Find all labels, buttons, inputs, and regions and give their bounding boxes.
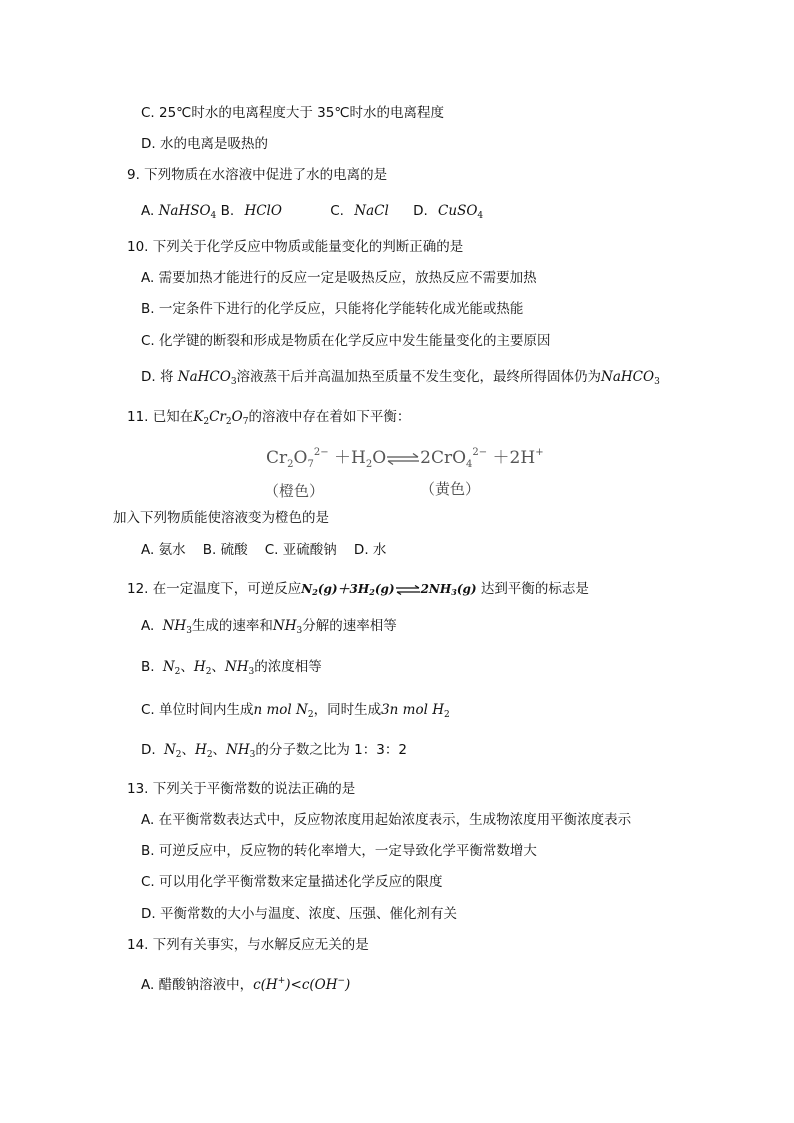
q11-stem-prefix: 11. 已知在: [127, 409, 194, 425]
q12-option-c-amount-h2: 3n mol $H_2$: [381, 702, 450, 720]
q13-option-c: C. 可以用化学平衡常数来定量描述化学反应的限度: [141, 874, 443, 890]
q12-option-d: D. $N_2$、$H_2$、$NH_3$的分子数之比为 1：3：2: [141, 742, 407, 760]
q13-stem: 13. 下列关于平衡常数的说法正确的是: [127, 781, 356, 797]
q11-label-yellow: （黄色）: [420, 480, 481, 498]
equilibrium-arrow-icon: [386, 453, 420, 465]
q9-option-c-formula: NaCl: [354, 203, 389, 219]
q9-options: [141, 201, 483, 226]
q11-options: A. 氨水 B. 硫酸 C. 亚硫酸钠 D. 水: [141, 542, 387, 558]
q12-stem: [127, 579, 589, 602]
q12-option-a: [141, 616, 397, 641]
q12-option-a-suffix: 分解的速率相等: [302, 618, 397, 634]
q12-formula-nh3: $NH_3$: [162, 618, 192, 636]
q10-stem: 10. 下列关于化学反应中物质或能量变化的判断正确的是: [127, 239, 464, 255]
reversible-arrow-icon: [395, 585, 421, 595]
q10-option-c: C. 化学键的断裂和形成是物质在化学反应中发生能量变化的主要原因: [141, 333, 551, 349]
q12-option-a-label: A.: [141, 618, 155, 634]
q12-stem-suffix: 达到平衡的标志是: [480, 581, 589, 597]
q12-option-b-suffix: 的浓度相等: [254, 659, 322, 675]
q12-option-d-suffix: 的分子数之比为 1：3：2: [255, 742, 407, 758]
q12-option-c-prefix: C. 单位时间内生成: [141, 702, 254, 718]
q9-option-b-label: B.: [220, 203, 235, 219]
q10-formula-nahco3: NaHCO$_3$: [177, 369, 237, 387]
q12-formula-nh3-2: $NH_3$: [272, 618, 303, 636]
q8-option-d: D. 水的电离是吸热的: [141, 136, 268, 152]
q9-option-a-formula: NaHSO$_4$: [158, 203, 217, 221]
q12-option-b-label: B.: [141, 659, 155, 675]
q13-option-a: A. 在平衡常数表达式中，反应物浓度用起始浓度表示，生成物浓度用平衡浓度表示: [141, 812, 632, 828]
q13-option-d: D. 平衡常数的大小与温度、浓度、压强、催化剂有关: [141, 906, 457, 922]
q12-stem-prefix: 12. 在一定温度下，可逆反应: [127, 581, 302, 597]
q10-option-a: A. 需要加热才能进行的反应一定是吸热反应，放热反应不需要加热: [141, 270, 537, 286]
q9-option-d-formula: CuSO$_4$: [438, 203, 484, 221]
q9-option-d-label: D.: [413, 203, 428, 219]
q12-option-d-label: D.: [141, 742, 156, 758]
q10-option-b: B. 一定条件下进行的化学反应，只能将化学能转化成光能或热能: [141, 301, 524, 317]
q12-option-b-formulas: $N_2$: [162, 659, 181, 677]
q10-option-d-text: 溶液蒸干后并高温加热至质量不发生变化，最终所得固体仍为: [236, 369, 602, 385]
q14-concentration-inequality: c(H+)<c(OH−): [253, 976, 351, 993]
q11-follow-up: 加入下列物质能使溶液变为橙色的是: [113, 510, 329, 526]
q12-option-d-formulas: $N_2$: [163, 742, 182, 760]
q10-option-d-prefix: D. 将: [141, 369, 174, 385]
q14-stem: 14. 下列有关事实，与水解反应无关的是: [127, 937, 369, 953]
q11-label-orange: （橙色）: [264, 482, 325, 500]
q9-option-b-formula: HClO: [244, 203, 282, 219]
q12-option-c-mid: ，同时生成: [313, 702, 382, 718]
q12-option-c-amount-n2: n mol $N_2$: [253, 702, 314, 720]
q11-equilibrium-equation: $Cr_2O_7^{2-} +H_2O$ 2CrO$_4^{2-}$ ＋2H+: [266, 447, 544, 470]
q12-option-b: B. $N_2$、$H_2$、$NH_3$的浓度相等: [141, 659, 322, 677]
q11-stem-suffix: 的溶液中存在着如下平衡：: [248, 409, 411, 425]
q9-stem: 9. 下列物质在水溶液中促进了水的电离的是: [127, 167, 388, 183]
q9-option-c-label: C.: [330, 203, 344, 219]
q12-option-c: [141, 700, 450, 725]
q14-option-a: [141, 971, 350, 995]
q11-stem: [127, 407, 410, 432]
q12-option-a-mid: 生成的速率和: [191, 618, 273, 634]
q8-option-c: C. 25℃时水的电离程度大于 35℃时水的电离程度: [141, 105, 444, 121]
q13-option-b: B. 可逆反应中，反应物的转化率增大，一定导致化学平衡常数增大: [141, 843, 537, 859]
q11-formula-k2cr2o7: $K_2Cr_2O_7$: [193, 409, 249, 427]
q14-option-a-prefix: A. 醋酸钠溶液中，: [141, 977, 254, 993]
q9-option-a-label: A.: [141, 203, 155, 219]
q10-formula-nahco3-end: NaHCO$_3$: [601, 369, 660, 387]
q12-reaction-equation: $N_2(g)+3H_2(g)$ $2NH_3(g)$: [301, 582, 477, 597]
q10-option-d: [141, 367, 660, 392]
